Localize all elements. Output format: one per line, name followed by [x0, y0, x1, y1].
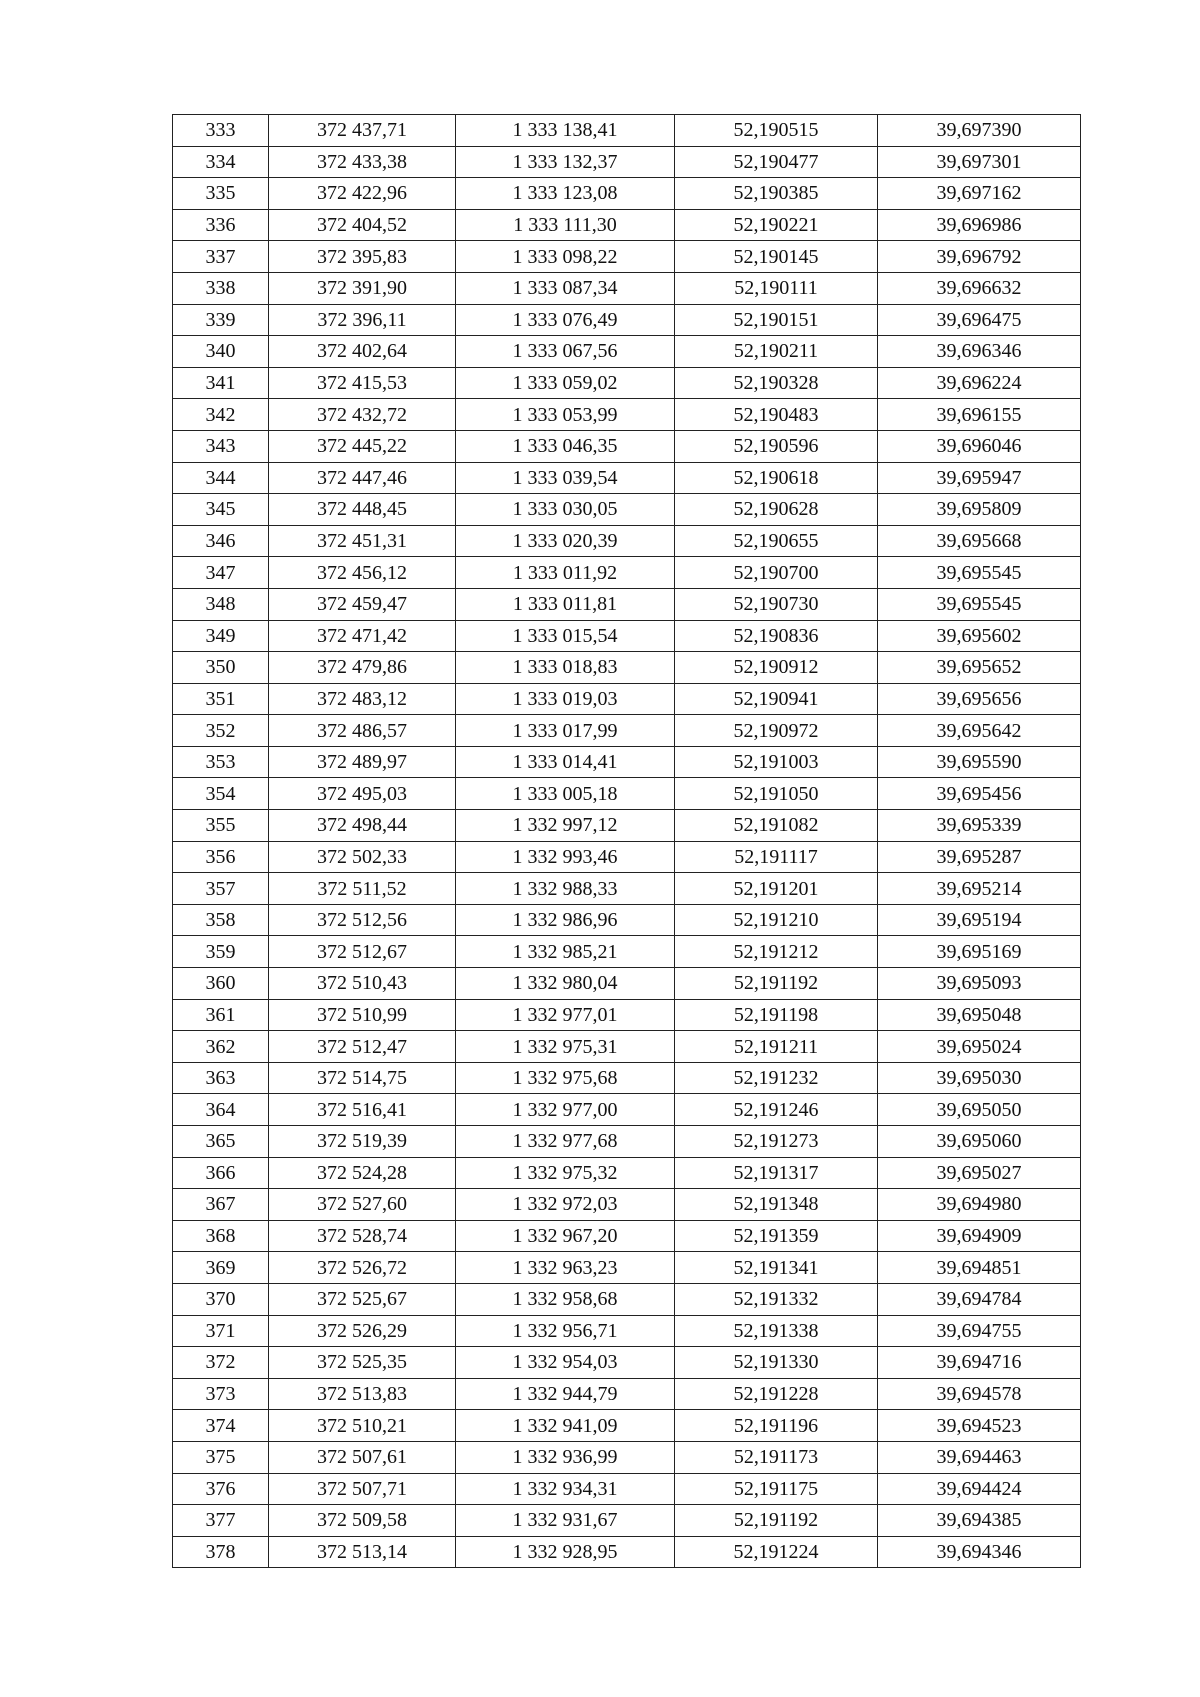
- x-coordinate-cell: 372 512,67: [269, 936, 456, 968]
- latitude-cell: 52,190483: [675, 399, 878, 431]
- point-number-cell: 356: [173, 841, 269, 873]
- x-coordinate-cell: 372 395,83: [269, 241, 456, 273]
- point-number-cell: 364: [173, 1094, 269, 1126]
- y-coordinate-cell: 1 332 977,01: [456, 999, 675, 1031]
- y-coordinate-cell: 1 333 014,41: [456, 746, 675, 778]
- x-coordinate-cell: 372 422,96: [269, 178, 456, 210]
- longitude-cell: 39,695590: [878, 746, 1081, 778]
- table-row: [173, 778, 1081, 810]
- table-row: [173, 525, 1081, 557]
- y-coordinate-cell: 1 333 011,92: [456, 557, 675, 589]
- longitude-cell: 39,694784: [878, 1283, 1081, 1315]
- latitude-cell: 52,190941: [675, 683, 878, 715]
- y-coordinate-cell: 1 332 934,31: [456, 1473, 675, 1505]
- x-coordinate-cell: 372 525,67: [269, 1283, 456, 1315]
- x-coordinate-cell: 372 512,56: [269, 904, 456, 936]
- y-coordinate-cell: 1 333 039,54: [456, 462, 675, 494]
- longitude-cell: 39,696155: [878, 399, 1081, 431]
- x-coordinate-cell: 372 447,46: [269, 462, 456, 494]
- latitude-cell: 52,190700: [675, 557, 878, 589]
- latitude-cell: 52,191175: [675, 1473, 878, 1505]
- latitude-cell: 52,191338: [675, 1315, 878, 1347]
- y-coordinate-cell: 1 332 958,68: [456, 1283, 675, 1315]
- longitude-cell: 39,694346: [878, 1536, 1081, 1568]
- y-coordinate-cell: 1 333 132,37: [456, 146, 675, 178]
- y-coordinate-cell: 1 333 138,41: [456, 115, 675, 147]
- table-row: [173, 810, 1081, 842]
- longitude-cell: 39,697301: [878, 146, 1081, 178]
- y-coordinate-cell: 1 332 980,04: [456, 968, 675, 1000]
- table-row: [173, 936, 1081, 968]
- y-coordinate-cell: 1 332 988,33: [456, 873, 675, 905]
- latitude-cell: 52,190628: [675, 494, 878, 526]
- point-number-cell: 354: [173, 778, 269, 810]
- latitude-cell: 52,190912: [675, 652, 878, 684]
- point-number-cell: 348: [173, 588, 269, 620]
- latitude-cell: 52,191196: [675, 1410, 878, 1442]
- x-coordinate-cell: 372 498,44: [269, 810, 456, 842]
- longitude-cell: 39,695339: [878, 810, 1081, 842]
- point-number-cell: 365: [173, 1126, 269, 1158]
- y-coordinate-cell: 1 332 993,46: [456, 841, 675, 873]
- y-coordinate-cell: 1 333 005,18: [456, 778, 675, 810]
- y-coordinate-cell: 1 332 963,23: [456, 1252, 675, 1284]
- latitude-cell: 52,191330: [675, 1347, 878, 1379]
- x-coordinate-cell: 372 437,71: [269, 115, 456, 147]
- latitude-cell: 52,190221: [675, 209, 878, 241]
- x-coordinate-cell: 372 433,38: [269, 146, 456, 178]
- table-row: [173, 1347, 1081, 1379]
- longitude-cell: 39,694755: [878, 1315, 1081, 1347]
- y-coordinate-cell: 1 333 030,05: [456, 494, 675, 526]
- longitude-cell: 39,697162: [878, 178, 1081, 210]
- point-number-cell: 350: [173, 652, 269, 684]
- longitude-cell: 39,696046: [878, 430, 1081, 462]
- longitude-cell: 39,695602: [878, 620, 1081, 652]
- point-number-cell: 333: [173, 115, 269, 147]
- point-number-cell: 374: [173, 1410, 269, 1442]
- coordinates-table-body: [173, 115, 1081, 1568]
- latitude-cell: 52,190328: [675, 367, 878, 399]
- x-coordinate-cell: 372 507,61: [269, 1441, 456, 1473]
- y-coordinate-cell: 1 332 956,71: [456, 1315, 675, 1347]
- y-coordinate-cell: 1 333 011,81: [456, 588, 675, 620]
- x-coordinate-cell: 372 445,22: [269, 430, 456, 462]
- point-number-cell: 341: [173, 367, 269, 399]
- table-row: [173, 1473, 1081, 1505]
- y-coordinate-cell: 1 332 967,20: [456, 1220, 675, 1252]
- latitude-cell: 52,191082: [675, 810, 878, 842]
- point-number-cell: 361: [173, 999, 269, 1031]
- x-coordinate-cell: 372 402,64: [269, 336, 456, 368]
- longitude-cell: 39,695194: [878, 904, 1081, 936]
- x-coordinate-cell: 372 489,97: [269, 746, 456, 778]
- point-number-cell: 363: [173, 1062, 269, 1094]
- x-coordinate-cell: 372 516,41: [269, 1094, 456, 1126]
- point-number-cell: 370: [173, 1283, 269, 1315]
- longitude-cell: 39,694909: [878, 1220, 1081, 1252]
- latitude-cell: 52,190596: [675, 430, 878, 462]
- latitude-cell: 52,191050: [675, 778, 878, 810]
- longitude-cell: 39,694578: [878, 1378, 1081, 1410]
- x-coordinate-cell: 372 432,72: [269, 399, 456, 431]
- y-coordinate-cell: 1 332 985,21: [456, 936, 675, 968]
- y-coordinate-cell: 1 332 977,68: [456, 1126, 675, 1158]
- table-row: [173, 1441, 1081, 1473]
- table-row: [173, 1062, 1081, 1094]
- y-coordinate-cell: 1 333 018,83: [456, 652, 675, 684]
- x-coordinate-cell: 372 513,14: [269, 1536, 456, 1568]
- point-number-cell: 345: [173, 494, 269, 526]
- x-coordinate-cell: 372 526,29: [269, 1315, 456, 1347]
- table-row: [173, 1505, 1081, 1537]
- longitude-cell: 39,695050: [878, 1094, 1081, 1126]
- table-row: [173, 209, 1081, 241]
- table-row: [173, 494, 1081, 526]
- latitude-cell: 52,190211: [675, 336, 878, 368]
- latitude-cell: 52,191228: [675, 1378, 878, 1410]
- longitude-cell: 39,694424: [878, 1473, 1081, 1505]
- x-coordinate-cell: 372 451,31: [269, 525, 456, 557]
- point-number-cell: 366: [173, 1157, 269, 1189]
- point-number-cell: 358: [173, 904, 269, 936]
- y-coordinate-cell: 1 332 972,03: [456, 1189, 675, 1221]
- latitude-cell: 52,191348: [675, 1189, 878, 1221]
- x-coordinate-cell: 372 514,75: [269, 1062, 456, 1094]
- latitude-cell: 52,191211: [675, 1031, 878, 1063]
- table-row: [173, 1220, 1081, 1252]
- table-row: [173, 841, 1081, 873]
- latitude-cell: 52,190972: [675, 715, 878, 747]
- latitude-cell: 52,191201: [675, 873, 878, 905]
- y-coordinate-cell: 1 333 059,02: [456, 367, 675, 399]
- longitude-cell: 39,694716: [878, 1347, 1081, 1379]
- point-number-cell: 347: [173, 557, 269, 589]
- point-number-cell: 351: [173, 683, 269, 715]
- longitude-cell: 39,694523: [878, 1410, 1081, 1442]
- longitude-cell: 39,696475: [878, 304, 1081, 336]
- latitude-cell: 52,190477: [675, 146, 878, 178]
- table-row: [173, 715, 1081, 747]
- table-row: [173, 1094, 1081, 1126]
- y-coordinate-cell: 1 332 941,09: [456, 1410, 675, 1442]
- x-coordinate-cell: 372 391,90: [269, 272, 456, 304]
- longitude-cell: 39,695656: [878, 683, 1081, 715]
- longitude-cell: 39,695545: [878, 588, 1081, 620]
- latitude-cell: 52,191173: [675, 1441, 878, 1473]
- latitude-cell: 52,190151: [675, 304, 878, 336]
- latitude-cell: 52,190618: [675, 462, 878, 494]
- longitude-cell: 39,694851: [878, 1252, 1081, 1284]
- y-coordinate-cell: 1 332 975,31: [456, 1031, 675, 1063]
- latitude-cell: 52,191232: [675, 1062, 878, 1094]
- point-number-cell: 371: [173, 1315, 269, 1347]
- table-row: [173, 873, 1081, 905]
- point-number-cell: 375: [173, 1441, 269, 1473]
- y-coordinate-cell: 1 333 019,03: [456, 683, 675, 715]
- point-number-cell: 337: [173, 241, 269, 273]
- y-coordinate-cell: 1 333 087,34: [456, 272, 675, 304]
- longitude-cell: 39,694980: [878, 1189, 1081, 1221]
- x-coordinate-cell: 372 486,57: [269, 715, 456, 747]
- x-coordinate-cell: 372 512,47: [269, 1031, 456, 1063]
- table-row: [173, 1157, 1081, 1189]
- table-row: [173, 367, 1081, 399]
- table-row: [173, 1315, 1081, 1347]
- x-coordinate-cell: 372 519,39: [269, 1126, 456, 1158]
- y-coordinate-cell: 1 333 111,30: [456, 209, 675, 241]
- point-number-cell: 352: [173, 715, 269, 747]
- point-number-cell: 377: [173, 1505, 269, 1537]
- latitude-cell: 52,190145: [675, 241, 878, 273]
- table-row: [173, 1410, 1081, 1442]
- longitude-cell: 39,695668: [878, 525, 1081, 557]
- latitude-cell: 52,191198: [675, 999, 878, 1031]
- point-number-cell: 368: [173, 1220, 269, 1252]
- x-coordinate-cell: 372 525,35: [269, 1347, 456, 1379]
- latitude-cell: 52,191341: [675, 1252, 878, 1284]
- x-coordinate-cell: 372 396,11: [269, 304, 456, 336]
- x-coordinate-cell: 372 507,71: [269, 1473, 456, 1505]
- x-coordinate-cell: 372 456,12: [269, 557, 456, 589]
- y-coordinate-cell: 1 332 944,79: [456, 1378, 675, 1410]
- table-row: [173, 399, 1081, 431]
- point-number-cell: 353: [173, 746, 269, 778]
- point-number-cell: 359: [173, 936, 269, 968]
- y-coordinate-cell: 1 332 975,68: [456, 1062, 675, 1094]
- table-row: [173, 115, 1081, 147]
- longitude-cell: 39,695947: [878, 462, 1081, 494]
- table-row: [173, 620, 1081, 652]
- point-number-cell: 342: [173, 399, 269, 431]
- y-coordinate-cell: 1 332 936,99: [456, 1441, 675, 1473]
- point-number-cell: 362: [173, 1031, 269, 1063]
- table-row: [173, 652, 1081, 684]
- table-row: [173, 462, 1081, 494]
- y-coordinate-cell: 1 332 977,00: [456, 1094, 675, 1126]
- longitude-cell: 39,696224: [878, 367, 1081, 399]
- x-coordinate-cell: 372 483,12: [269, 683, 456, 715]
- latitude-cell: 52,191246: [675, 1094, 878, 1126]
- table-row: [173, 304, 1081, 336]
- latitude-cell: 52,191210: [675, 904, 878, 936]
- latitude-cell: 52,191317: [675, 1157, 878, 1189]
- latitude-cell: 52,190385: [675, 178, 878, 210]
- table-row: [173, 272, 1081, 304]
- y-coordinate-cell: 1 333 067,56: [456, 336, 675, 368]
- longitude-cell: 39,695809: [878, 494, 1081, 526]
- latitude-cell: 52,191332: [675, 1283, 878, 1315]
- longitude-cell: 39,695652: [878, 652, 1081, 684]
- longitude-cell: 39,696346: [878, 336, 1081, 368]
- point-number-cell: 355: [173, 810, 269, 842]
- point-number-cell: 346: [173, 525, 269, 557]
- longitude-cell: 39,695024: [878, 1031, 1081, 1063]
- longitude-cell: 39,695027: [878, 1157, 1081, 1189]
- x-coordinate-cell: 372 511,52: [269, 873, 456, 905]
- point-number-cell: 335: [173, 178, 269, 210]
- latitude-cell: 52,190655: [675, 525, 878, 557]
- point-number-cell: 376: [173, 1473, 269, 1505]
- longitude-cell: 39,694463: [878, 1441, 1081, 1473]
- table-row: [173, 1536, 1081, 1568]
- y-coordinate-cell: 1 332 931,67: [456, 1505, 675, 1537]
- longitude-cell: 39,696632: [878, 272, 1081, 304]
- longitude-cell: 39,695093: [878, 968, 1081, 1000]
- longitude-cell: 39,695642: [878, 715, 1081, 747]
- point-number-cell: 339: [173, 304, 269, 336]
- x-coordinate-cell: 372 527,60: [269, 1189, 456, 1221]
- table-row: [173, 178, 1081, 210]
- y-coordinate-cell: 1 333 015,54: [456, 620, 675, 652]
- y-coordinate-cell: 1 332 928,95: [456, 1536, 675, 1568]
- point-number-cell: 338: [173, 272, 269, 304]
- y-coordinate-cell: 1 333 046,35: [456, 430, 675, 462]
- latitude-cell: 52,191212: [675, 936, 878, 968]
- point-number-cell: 343: [173, 430, 269, 462]
- longitude-cell: 39,695287: [878, 841, 1081, 873]
- longitude-cell: 39,695030: [878, 1062, 1081, 1094]
- point-number-cell: 349: [173, 620, 269, 652]
- table-row: [173, 968, 1081, 1000]
- x-coordinate-cell: 372 524,28: [269, 1157, 456, 1189]
- longitude-cell: 39,694385: [878, 1505, 1081, 1537]
- point-number-cell: 378: [173, 1536, 269, 1568]
- y-coordinate-cell: 1 332 986,96: [456, 904, 675, 936]
- x-coordinate-cell: 372 526,72: [269, 1252, 456, 1284]
- y-coordinate-cell: 1 333 053,99: [456, 399, 675, 431]
- table-row: [173, 904, 1081, 936]
- x-coordinate-cell: 372 404,52: [269, 209, 456, 241]
- longitude-cell: 39,695214: [878, 873, 1081, 905]
- longitude-cell: 39,695048: [878, 999, 1081, 1031]
- point-number-cell: 373: [173, 1378, 269, 1410]
- y-coordinate-cell: 1 332 975,32: [456, 1157, 675, 1189]
- longitude-cell: 39,695060: [878, 1126, 1081, 1158]
- latitude-cell: 52,191273: [675, 1126, 878, 1158]
- point-number-cell: 340: [173, 336, 269, 368]
- table-row: [173, 1378, 1081, 1410]
- y-coordinate-cell: 1 333 098,22: [456, 241, 675, 273]
- latitude-cell: 52,190111: [675, 272, 878, 304]
- point-number-cell: 344: [173, 462, 269, 494]
- table-row: [173, 588, 1081, 620]
- point-number-cell: 360: [173, 968, 269, 1000]
- y-coordinate-cell: 1 333 020,39: [456, 525, 675, 557]
- table-row: [173, 746, 1081, 778]
- x-coordinate-cell: 372 448,45: [269, 494, 456, 526]
- x-coordinate-cell: 372 528,74: [269, 1220, 456, 1252]
- table-row: [173, 336, 1081, 368]
- latitude-cell: 52,190730: [675, 588, 878, 620]
- latitude-cell: 52,191003: [675, 746, 878, 778]
- latitude-cell: 52,190515: [675, 115, 878, 147]
- latitude-cell: 52,191359: [675, 1220, 878, 1252]
- point-number-cell: 369: [173, 1252, 269, 1284]
- longitude-cell: 39,696792: [878, 241, 1081, 273]
- longitude-cell: 39,697390: [878, 115, 1081, 147]
- longitude-cell: 39,695169: [878, 936, 1081, 968]
- table-row: [173, 1189, 1081, 1221]
- x-coordinate-cell: 372 479,86: [269, 652, 456, 684]
- latitude-cell: 52,191192: [675, 1505, 878, 1537]
- y-coordinate-cell: 1 333 123,08: [456, 178, 675, 210]
- x-coordinate-cell: 372 510,43: [269, 968, 456, 1000]
- x-coordinate-cell: 372 510,99: [269, 999, 456, 1031]
- longitude-cell: 39,695545: [878, 557, 1081, 589]
- table-row: [173, 683, 1081, 715]
- x-coordinate-cell: 372 509,58: [269, 1505, 456, 1537]
- longitude-cell: 39,696986: [878, 209, 1081, 241]
- point-number-cell: 357: [173, 873, 269, 905]
- table-row: [173, 430, 1081, 462]
- y-coordinate-cell: 1 332 954,03: [456, 1347, 675, 1379]
- x-coordinate-cell: 372 471,42: [269, 620, 456, 652]
- x-coordinate-cell: 372 459,47: [269, 588, 456, 620]
- point-number-cell: 372: [173, 1347, 269, 1379]
- x-coordinate-cell: 372 495,03: [269, 778, 456, 810]
- table-row: [173, 999, 1081, 1031]
- y-coordinate-cell: 1 332 997,12: [456, 810, 675, 842]
- table-row: [173, 557, 1081, 589]
- point-number-cell: 367: [173, 1189, 269, 1221]
- table-row: [173, 1126, 1081, 1158]
- point-number-cell: 334: [173, 146, 269, 178]
- point-number-cell: 336: [173, 209, 269, 241]
- table-row: [173, 241, 1081, 273]
- coordinates-table: [172, 114, 1081, 1568]
- table-row: [173, 1252, 1081, 1284]
- table-row: [173, 1031, 1081, 1063]
- table-row: [173, 146, 1081, 178]
- latitude-cell: 52,191117: [675, 841, 878, 873]
- y-coordinate-cell: 1 333 076,49: [456, 304, 675, 336]
- latitude-cell: 52,191192: [675, 968, 878, 1000]
- table-row: [173, 1283, 1081, 1315]
- longitude-cell: 39,695456: [878, 778, 1081, 810]
- x-coordinate-cell: 372 415,53: [269, 367, 456, 399]
- x-coordinate-cell: 372 502,33: [269, 841, 456, 873]
- x-coordinate-cell: 372 513,83: [269, 1378, 456, 1410]
- y-coordinate-cell: 1 333 017,99: [456, 715, 675, 747]
- latitude-cell: 52,191224: [675, 1536, 878, 1568]
- latitude-cell: 52,190836: [675, 620, 878, 652]
- x-coordinate-cell: 372 510,21: [269, 1410, 456, 1442]
